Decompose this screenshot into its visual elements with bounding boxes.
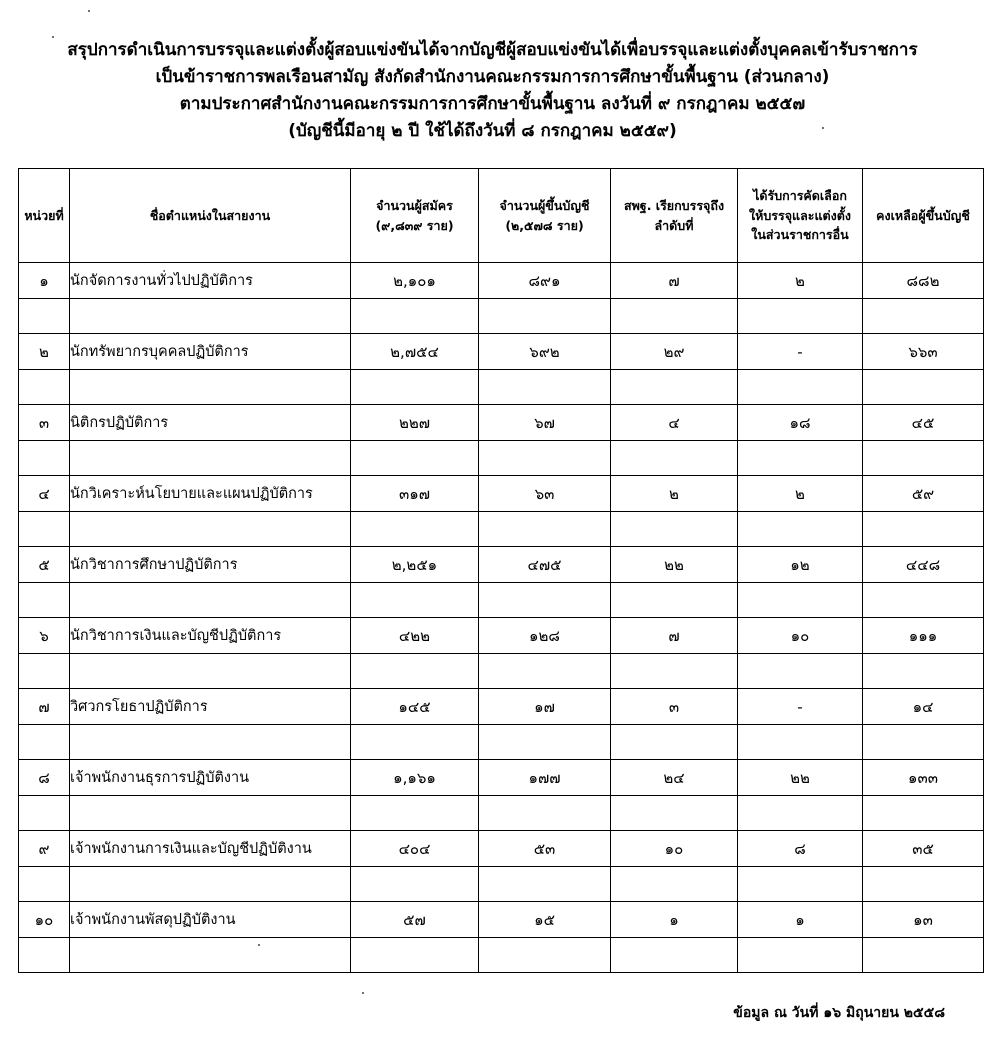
cell-applicants: ๔๒๒: [351, 618, 479, 654]
summary-table: [18, 168, 984, 973]
blank-row: [19, 938, 984, 973]
cell-selected: ๑๐: [738, 618, 863, 654]
cell-called: ๒: [611, 476, 738, 512]
table-row: [19, 476, 984, 512]
blank-row: [19, 512, 984, 547]
blank-row: [19, 725, 984, 760]
blank-row: [19, 299, 984, 334]
blank-row: [19, 370, 984, 405]
cell-no: ๒: [19, 334, 70, 370]
cell-called: ๗: [611, 263, 738, 299]
data-date-note: ข้อมูล ณ วันที่ ๑๖ มิถุนายน ๒๕๕๘: [733, 1005, 945, 1021]
cell-remaining: ๑๔: [863, 689, 984, 725]
blank-row: [19, 583, 984, 618]
cell-remaining: ๓๕: [863, 831, 984, 867]
cell-listed: ๑๕: [479, 902, 611, 938]
document-header: [0, 38, 985, 146]
table-row: [19, 405, 984, 441]
table-row: [19, 547, 984, 583]
header-listed: จำนวนผู้ขึ้นบัญชี (๒,๕๗๘ ราย): [479, 169, 611, 263]
cell-selected: -: [738, 334, 863, 370]
table-row: [19, 760, 984, 796]
scan-speck: [362, 992, 364, 994]
cell-called: ๗: [611, 618, 738, 654]
cell-applicants: ๓๑๗: [351, 476, 479, 512]
cell-listed: ๑๒๘: [479, 618, 611, 654]
cell-listed: ๑๗: [479, 689, 611, 725]
cell-applicants: ๒,๗๕๔: [351, 334, 479, 370]
cell-called: ๒๔: [611, 760, 738, 796]
cell-position: นักทรัพยากรบุคคลปฏิบัติการ: [70, 334, 351, 370]
header-applicants: จำนวนผู้สมัคร (๙,๘๓๙ ราย): [351, 169, 479, 263]
cell-listed: ๘๙๑: [479, 263, 611, 299]
table-row: [19, 831, 984, 867]
cell-remaining: ๖๖๓: [863, 334, 984, 370]
header-remaining: คงเหลือผู้ขึ้นบัญชี: [863, 169, 984, 263]
cell-position: นักวิเคราะห์นโยบายและแผนปฏิบัติการ: [70, 476, 351, 512]
cell-remaining: ๑๑๑: [863, 618, 984, 654]
header-line-3: ตามประกาศสำนักงานคณะกรรมการการศึกษาขั้นพื้นฐาน ลงวันที่ ๙ กรกฎาคม ๒๕๕๗: [179, 94, 806, 114]
cell-applicants: ๑๔๕: [351, 689, 479, 725]
cell-applicants: ๒,๒๕๑: [351, 547, 479, 583]
cell-called: ๓: [611, 689, 738, 725]
cell-selected: ๒: [738, 476, 863, 512]
blank-row: [19, 867, 984, 902]
table-header-row: [19, 169, 984, 263]
cell-applicants: ๕๗: [351, 902, 479, 938]
table-row: [19, 263, 984, 299]
cell-no: ๑๐: [19, 902, 70, 938]
cell-position: นักวิชาการเงินและบัญชีปฏิบัติการ: [70, 618, 351, 654]
cell-position: เจ้าพนักงานธุรการปฏิบัติงาน: [70, 760, 351, 796]
cell-selected: -: [738, 689, 863, 725]
table-row: [19, 689, 984, 725]
cell-no: ๔: [19, 476, 70, 512]
cell-no: ๖: [19, 618, 70, 654]
cell-listed: ๑๗๗: [479, 760, 611, 796]
cell-selected: ๑๒: [738, 547, 863, 583]
blank-row: [19, 654, 984, 689]
header-selected: ได้รับการคัดเลือก ให้บรรจุและแต่งตั้ง ในส่วนราชการอื่น: [738, 169, 863, 263]
cell-remaining: ๑๓๓: [863, 760, 984, 796]
table-row: [19, 334, 984, 370]
cell-position: เจ้าพนักงานพัสดุปฏิบัติงาน: [70, 902, 351, 938]
cell-selected: ๘: [738, 831, 863, 867]
cell-position: วิศวกรโยธาปฏิบัติการ: [70, 689, 351, 725]
cell-applicants: ๒๒๗: [351, 405, 479, 441]
table-row: [19, 618, 984, 654]
cell-listed: ๖๓: [479, 476, 611, 512]
cell-selected: ๒๒: [738, 760, 863, 796]
header-unit: หน่วยที่: [19, 169, 70, 263]
cell-applicants: ๒,๑๐๑: [351, 263, 479, 299]
cell-remaining: ๑๓: [863, 902, 984, 938]
cell-called: ๑: [611, 902, 738, 938]
blank-row: [19, 796, 984, 831]
header-line-2: เป็นข้าราชการพลเรือนสามัญ สังกัดสำนักงานคณะกรรมการการศึกษาขั้นพื้นฐาน (ส่วนกลาง): [155, 67, 830, 87]
cell-selected: ๑: [738, 902, 863, 938]
cell-remaining: ๕๙: [863, 476, 984, 512]
blank-row: [19, 441, 984, 476]
cell-called: ๒๒: [611, 547, 738, 583]
cell-listed: ๕๓: [479, 831, 611, 867]
header-line-4: (บัญชีนี้มีอายุ ๒ ปี ใช้ได้ถึงวันที่ ๘ กรกฎาคม ๒๕๕๙): [288, 121, 677, 141]
cell-position: นักวิชาการศึกษาปฏิบัติการ: [70, 547, 351, 583]
cell-no: ๕: [19, 547, 70, 583]
cell-selected: ๒: [738, 263, 863, 299]
cell-listed: ๔๗๕: [479, 547, 611, 583]
cell-no: ๗: [19, 689, 70, 725]
cell-no: ๑: [19, 263, 70, 299]
cell-called: ๑๐: [611, 831, 738, 867]
cell-applicants: ๑,๑๖๑: [351, 760, 479, 796]
cell-remaining: ๔๔๘: [863, 547, 984, 583]
header-line-1: สรุปการดำเนินการบรรจุและแต่งตั้งผู้สอบแข่งขันได้จากบัญชีผู้สอบแข่งขันได้เพื่อบรรจุและแต่งตั้งบุคคลเข้ารับราชการ: [67, 40, 918, 60]
cell-selected: ๑๘: [738, 405, 863, 441]
cell-no: ๙: [19, 831, 70, 867]
cell-position: นักจัดการงานทั่วไปปฏิบัติการ: [70, 263, 351, 299]
cell-no: ๘: [19, 760, 70, 796]
cell-remaining: ๘๘๒: [863, 263, 984, 299]
cell-no: ๓: [19, 405, 70, 441]
header-position: ชื่อตำแหน่งในสายงาน: [70, 169, 351, 263]
cell-position: นิติกรปฏิบัติการ: [70, 405, 351, 441]
cell-position: เจ้าพนักงานการเงินและบัญชีปฏิบัติงาน: [70, 831, 351, 867]
cell-remaining: ๔๕: [863, 405, 984, 441]
header-called: สพฐ. เรียกบรรจุถึง ลำดับที่: [611, 169, 738, 263]
cell-called: ๒๙: [611, 334, 738, 370]
scan-speck: [88, 10, 90, 12]
cell-listed: ๖๗: [479, 405, 611, 441]
cell-applicants: ๔๐๔: [351, 831, 479, 867]
table-row: [19, 902, 984, 938]
cell-called: ๔: [611, 405, 738, 441]
cell-listed: ๖๙๒: [479, 334, 611, 370]
